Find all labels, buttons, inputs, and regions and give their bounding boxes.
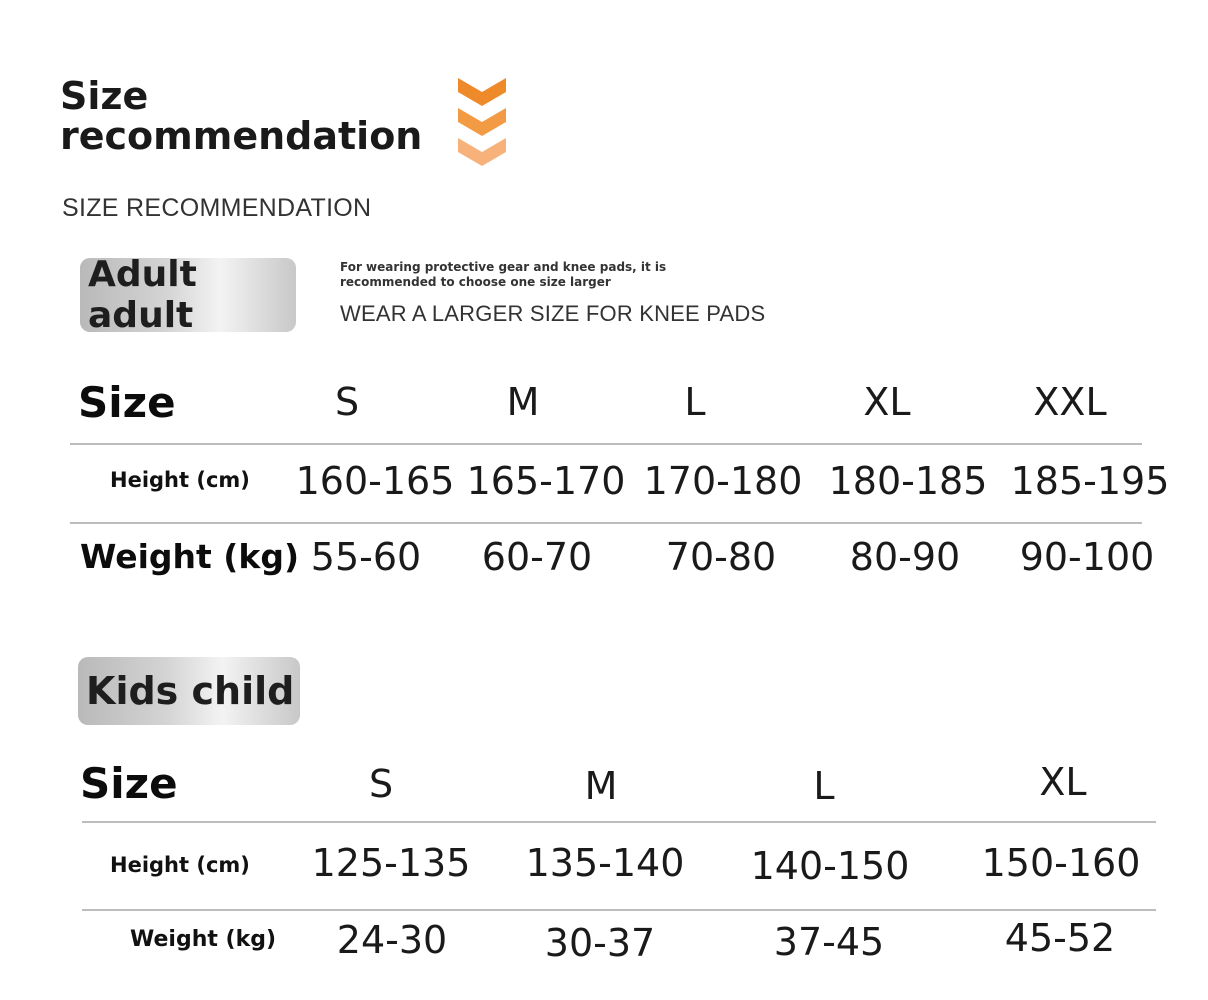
kids-size-label: Size <box>80 759 178 808</box>
adult-weight-l: 70-80 <box>665 535 777 579</box>
adult-weight-m: 60-70 <box>481 535 593 579</box>
knee-pad-note <box>340 260 670 290</box>
kids-weight-l: 37-45 <box>773 920 885 964</box>
page-title <box>60 76 422 156</box>
adult-weight-label: Weight (kg) <box>80 537 300 576</box>
kids-weight-s: 24-30 <box>336 918 448 962</box>
kids-weight-label: Weight (kg) <box>130 927 277 952</box>
adult-size-m: M <box>506 380 540 424</box>
adult-divider-1 <box>70 443 1142 445</box>
kids-size-l: L <box>813 764 835 808</box>
chevron-down-icon <box>454 76 510 168</box>
adult-weight-xl: 80-90 <box>849 535 961 579</box>
kids-weight-xl: 45-52 <box>1004 916 1116 960</box>
adult-size-xl: XL <box>863 380 911 424</box>
adult-size-l: L <box>684 380 706 424</box>
adult-weight-s: 55-60 <box>310 535 422 579</box>
adult-height-label: Height (cm) <box>110 468 250 492</box>
adult-badge: Adult adult <box>80 258 296 332</box>
kids-size-xl: XL <box>1039 760 1087 804</box>
kids-height-m: 135-140 <box>525 841 685 885</box>
kids-weight-m: 30-37 <box>544 921 656 965</box>
kids-height-xl: 150-160 <box>981 841 1141 885</box>
kids-badge: Kids child <box>78 657 300 725</box>
adult-height-xxl: 185-195 <box>1010 459 1170 503</box>
adult-height-m: 165-170 <box>466 459 626 503</box>
adult-size-xxl: XXL <box>1033 380 1107 424</box>
adult-height-l: 170-180 <box>643 459 803 503</box>
adult-size-s: S <box>334 380 360 424</box>
kids-divider-1 <box>82 821 1156 823</box>
adult-weight-xxl: 90-100 <box>1019 535 1155 579</box>
title-line-2: recommendation <box>60 114 423 158</box>
kids-size-s: S <box>368 762 394 806</box>
kids-size-m: M <box>584 764 618 808</box>
adult-size-label: Size <box>78 378 176 427</box>
kids-height-s: 125-135 <box>311 841 471 885</box>
adult-height-xl: 180-185 <box>828 459 988 503</box>
kids-divider-2 <box>82 909 1156 911</box>
page-subtitle: SIZE RECOMMENDATION <box>62 194 372 222</box>
adult-height-s: 160-165 <box>295 459 455 503</box>
knee-pad-note-line-2: recommended to choose one size larger <box>340 275 611 289</box>
kids-height-label: Height (cm) <box>110 853 250 877</box>
knee-pad-note-caps: WEAR A LARGER SIZE FOR KNEE PADS <box>340 301 766 326</box>
knee-pad-note-line-1: For wearing protective gear and knee pads, it is <box>340 260 667 274</box>
kids-height-l: 140-150 <box>750 844 910 888</box>
adult-divider-2 <box>70 522 1142 524</box>
title-line-1: Size <box>60 74 149 118</box>
